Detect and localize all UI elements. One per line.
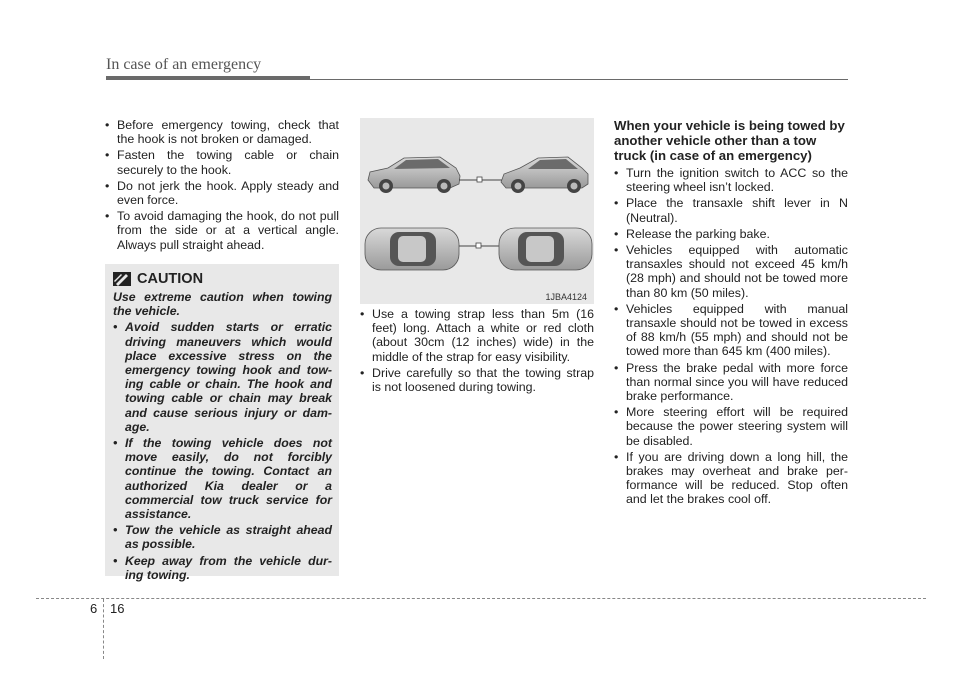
list-item: • Before emergency towing, check that the hook is not broken or damaged. xyxy=(105,118,339,146)
top-view-car-icon xyxy=(365,228,459,270)
left-bullet-list xyxy=(105,118,339,252)
list-item: • Place the transaxle shift lever in N (Neutral). xyxy=(614,196,848,224)
right-column xyxy=(614,118,848,509)
section-heading: When your vehicle is being towed by another vehicle other than a tow truck (in case of an emergency) xyxy=(614,118,845,163)
list-item: • Avoid sudden starts or erratic driving maneuvers which would place excessive stress on the emergency towing hook and tow-ing cable or chain. The hook and towing cable or chain may break and cause serious injury or dam-age. xyxy=(113,320,332,434)
middle-bullet-list xyxy=(360,307,594,394)
list-item: • More steering effort will be required because the power steering system will be disabled. xyxy=(614,405,848,448)
side-view-car-icon xyxy=(368,157,460,193)
caution-title: CAUTION xyxy=(137,271,204,287)
list-item: • Vehicles equipped with manual transaxle should not be towed in excess of 88 km/h (55 mph) and should not be towed more than 645 km (400 miles). xyxy=(614,302,848,359)
footer-divider xyxy=(36,598,926,599)
top-view-car-icon xyxy=(499,228,592,270)
list-item: • Fasten the towing cable or chain securely to the hook. xyxy=(105,148,339,176)
list-item: • If the towing vehicle does not move easily, do not forcibly continue the towing. Contact an authorized Kia dealer or a commercial tow truck service for assistance. xyxy=(113,436,332,521)
left-column xyxy=(105,118,339,254)
list-item: • Drive carefully so that the towing strap is not loosened during towing. xyxy=(360,366,594,394)
list-item: • Keep away from the vehicle dur-ing towing. xyxy=(113,554,332,582)
list-item: • Tow the vehicle as straight ahead as possible. xyxy=(113,523,332,551)
list-item: • Turn the ignition switch to ACC so the steering wheel isn’t locked. xyxy=(614,166,848,194)
section-title: In case of an emergency xyxy=(106,56,262,73)
caution-box xyxy=(105,264,339,582)
page-number: 16 xyxy=(110,601,125,616)
side-view-car-icon xyxy=(501,157,588,193)
caution-icon xyxy=(113,272,131,286)
middle-column xyxy=(360,307,594,396)
right-bullet-list xyxy=(614,166,848,507)
list-item: • Press the brake pedal with more force than normal since you will have reduced brake performance. xyxy=(614,361,848,404)
towing-figure xyxy=(360,118,594,304)
caution-list xyxy=(113,320,332,582)
towing-illustration-icon xyxy=(360,118,594,304)
list-item: • Do not jerk the hook. Apply steady and even force. xyxy=(105,179,339,207)
figure-label: 1JBA4124 xyxy=(545,292,587,302)
list-item: • Release the parking bake. xyxy=(614,227,848,241)
list-item: • To avoid damaging the hook, do not pull from the side or at a vertical angle. Always pull straight ahead. xyxy=(105,209,339,252)
chapter-number: 6 xyxy=(90,601,98,616)
caution-header xyxy=(113,271,332,287)
list-item: • Vehicles equipped with automatic transaxles should not exceed 45 km/h (28 mph) and should not be towed more than 80 km (50 miles). xyxy=(614,243,848,300)
list-item: • Use a towing strap less than 5m (16 feet) long. Attach a white or red cloth (about 30cm (12 inches) wide) in the middle of the strap for easy visibility. xyxy=(360,307,594,364)
footer-divider-vertical xyxy=(103,599,104,659)
header-rule-accent xyxy=(106,76,310,80)
list-item: • If you are driving down a long hill, the brakes may overheat and brake per-formance will be reduced. Stop often and let the brakes cool off. xyxy=(614,450,848,507)
caution-intro: Use extreme caution when towing the vehicle. xyxy=(113,290,332,319)
